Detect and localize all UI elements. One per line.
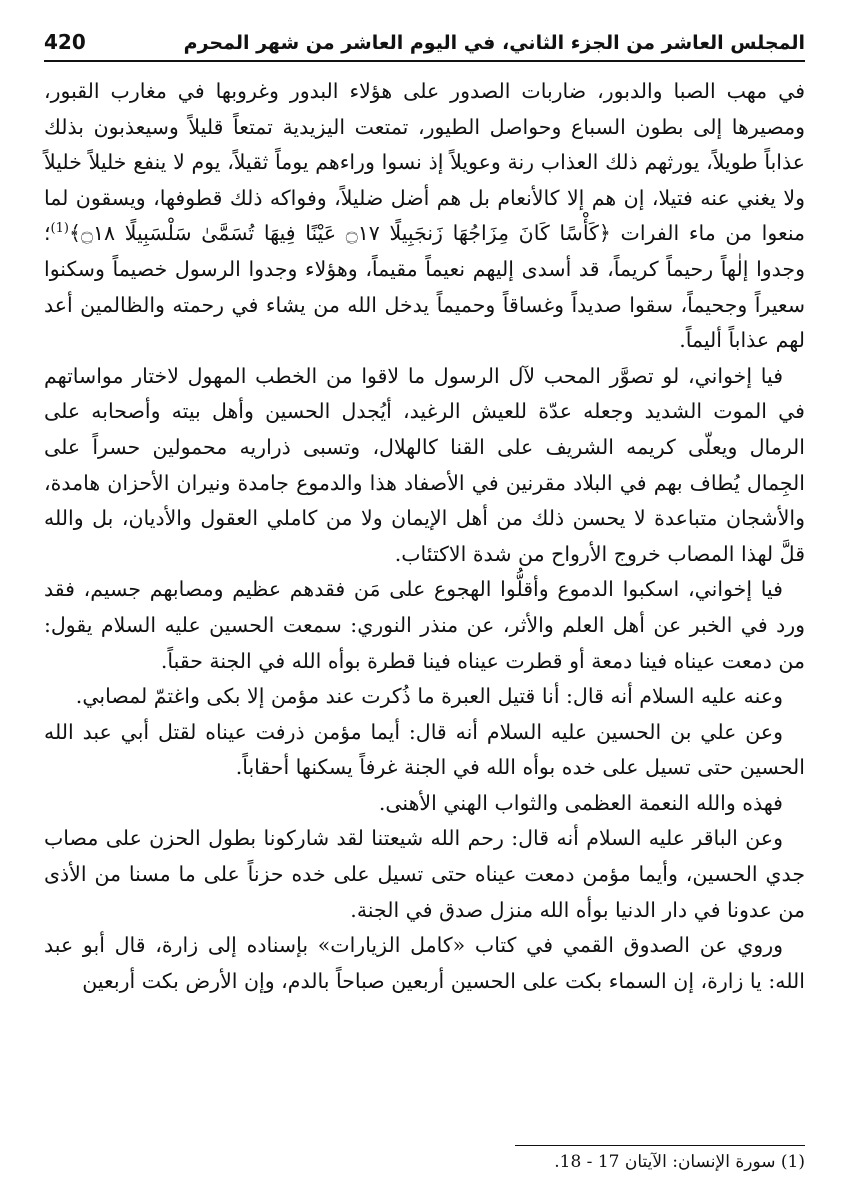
paragraph: فيا إخواني، لو تصوَّر المحب لآل الرسول ما لاقوا من الخطب المهول لاختار مواساتهم في الموت الشديد وجعله عدّة للعيش الرغيد، أيُجدل الحسين وأهل بيته وأصحابه على الرمال ويعلّى كريمه الشريف على القنا كالهلال، وتسبى ذراريه محمولين حسراً على الجِمال يُطاف بهم في البلاد مقرنين في الأصفاد هذا والدموع جامدة ونيران الأحزان هامدة، والأشجان متباعدة لا يحسن ذلك من أهل الإيمان ولا من كاملي العقول والأديان، بل والله قلَّ لهذا المصاب خروج الأرواح من شدة الاكتئاب. [44,363,805,566]
running-title: المجلس العاشر من الجزء الثاني، في اليوم العاشر من شهر المحرم [183,32,805,54]
paragraph: وعنه عليه السلام أنه قال: أنا قتيل العبرة ما ذُكرت عند مؤمن إلا بكى واغتمّ لمصابي. [75,684,783,709]
paragraph-text: في مهب الصبا والدبور، ضاربات الصدور على هؤلاء البدور وغروبها في مغارب القبور، ومصيرها إلى بطون السباع وحواصل الطيور، تمتعت اليزيدية تمتعاً قليلاً وسيعذبون بذلك عذاباً طويلاً، يورثهم ذلك العذاب رنة وعويلاً إذ نسوا وراءهم يوماً ثقيلاً، يوم لا ينفع خليلاً خليلاً ولا يغني عنه فتيلا، إن هم إلا كالأنعام بل هم أضل ضليلاً، وفواكه ذلك قطوفها، ويسقون لما منعوا من ماء الفرات ﴿كَأْسًا كَانَ مِزَاجُهَا زَنجَبِيلًا ۝١٧ عَيْنًا فِيهَا تُسَمَّىٰ سَلْسَبِيلًا ۝١٨﴾ [44,79,806,246]
footnote-reference: (1) [50,221,69,237]
footnote-text: سورة الإنسان: الآيتان 17 - 18. [554,1152,776,1172]
page-header [44,30,805,62]
paragraph: وعن الباقر عليه السلام أنه قال: رحم الله شيعتنا لقد شاركونا بطول الحزن على مصاب جدي الحسين، وأيما مؤمن دمعت عيناه حتى تسيل على خده حزناً على ما مسنا من الأذى من عدونا في دار الدنيا بوأه الله منزل صدق في الجنة. [44,826,805,922]
footnote-marker: (1) [780,1152,805,1172]
footnote [554,1152,805,1172]
paragraph: وروي عن الصدوق القمي في كتاب «كامل الزيارات» بإسناده إلى زارة، قال أبو عبد الله: يا زارة، إن السماء بكت على الحسين أربعين صباحاً بالدم، وإن الأرض بكت أربعين [44,933,805,993]
paragraph: فهذه والله النعمة العظمى والثواب الهني الأهنى. [378,790,783,815]
paragraph [44,74,805,359]
paragraph: وعن علي بن الحسين عليه السلام أنه قال: أيما مؤمن ذرفت عيناه لقتل أبي عبد الله الحسين حتى تسيل على خده بوأه الله في الجنة غرفاً يسكنها أحقاباً. [44,719,805,780]
page-body [44,74,805,999]
paragraph: فيا إخواني، اسكبوا الدموع وأقلُّوا الهجوع على مَن فقدهم عظيم ومصابهم جسيم، فقد ورد في الخبر عن أهل العلم والأثر، عن منذر النوري: سمعت الحسين عليه السلام يقول: من دمعت عيناه فينا دمعة أو قطرت عيناه فينا قطرة بوأه الله في الجنة حقباً. [44,577,805,673]
paragraph-text-continued: ؛ وجدوا إلٰهاً رحيماً كريماً، قد أسدى إليهم نعيماً مقيماً، وهؤلاء وجدوا الرسول خصيماً وسكنوا سعيراً وجحيماً، سقوا صديداً وغساقاً وحميماً يدخل الله من يشاء في رحمته والظالمين أعد لهم عذاباً أليماً. [44,221,805,353]
page-number: 420 [44,30,86,54]
footnote-divider [515,1145,805,1146]
